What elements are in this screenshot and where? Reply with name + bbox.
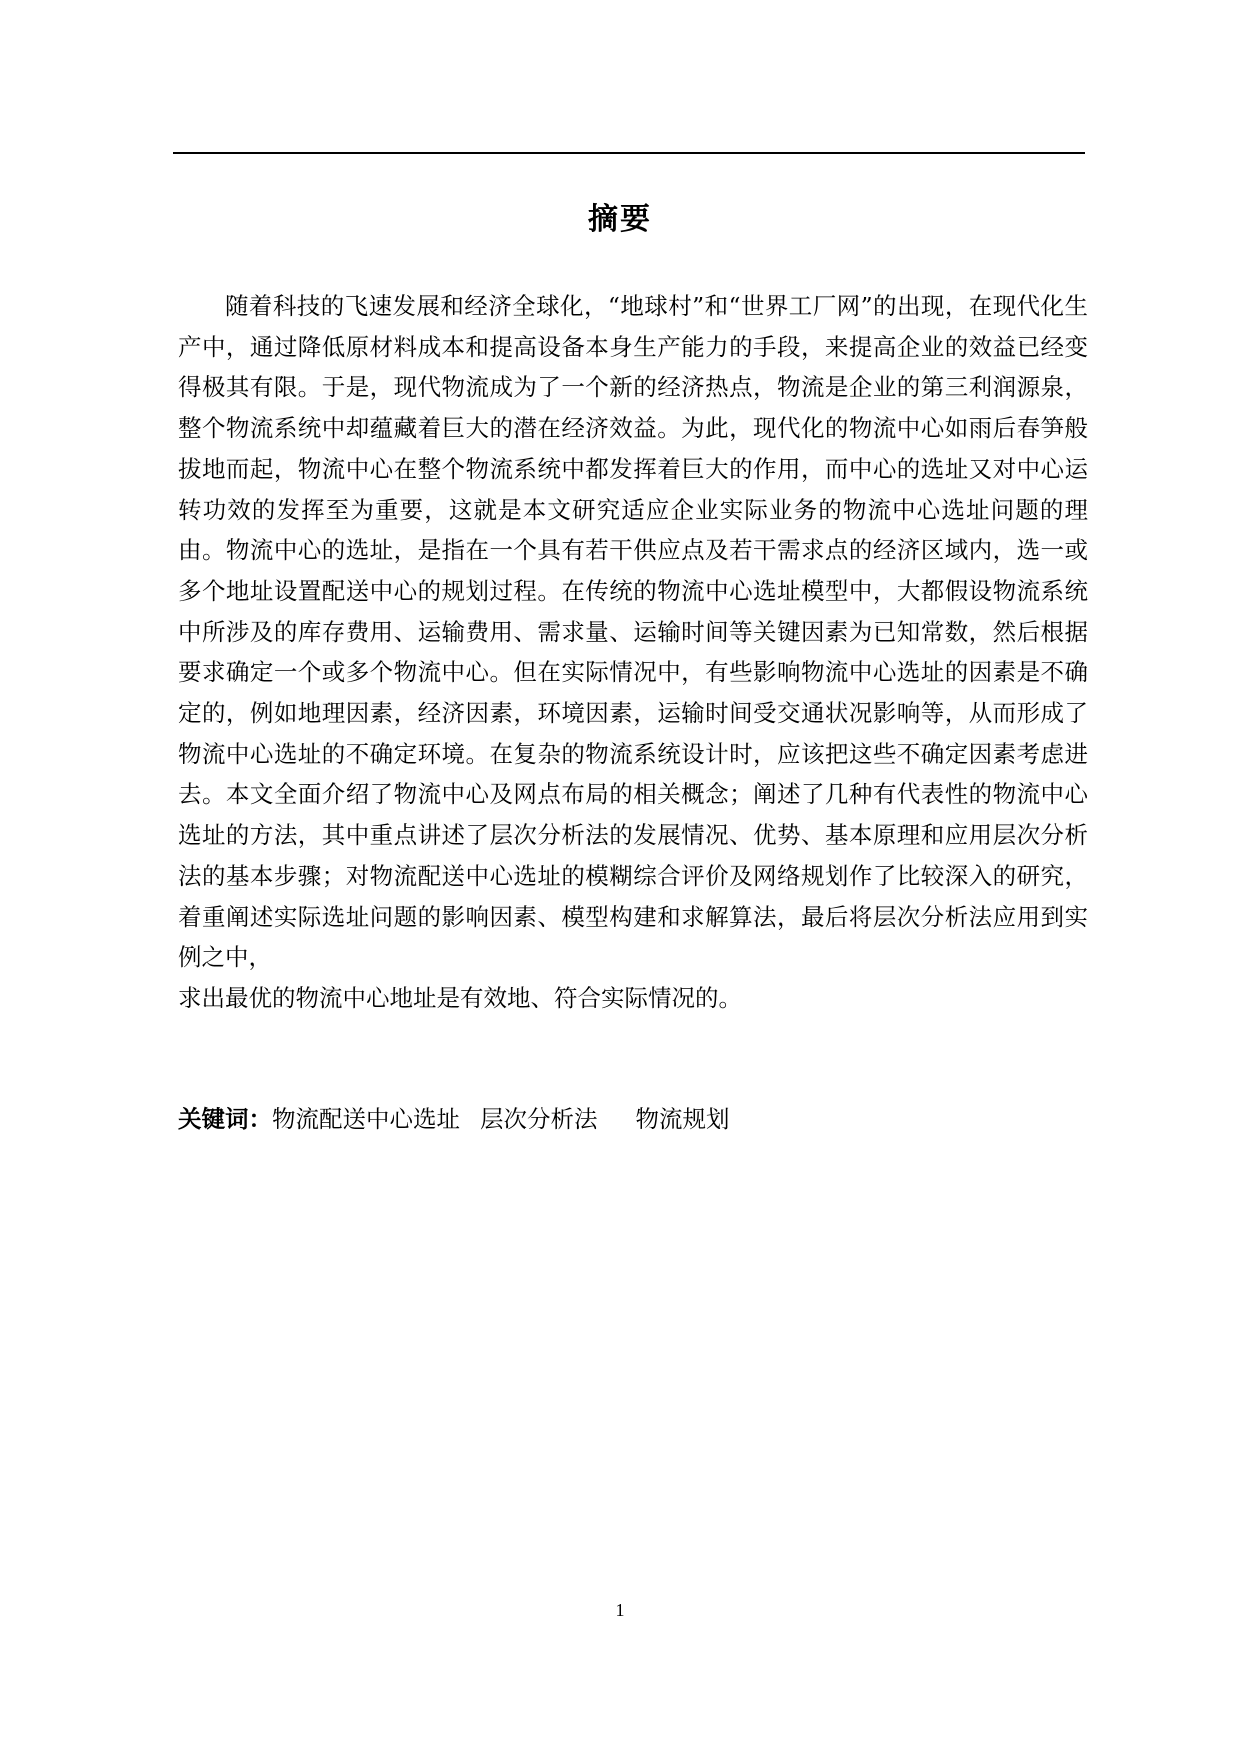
header-rule	[173, 152, 1085, 154]
page-number: 1	[615, 1600, 625, 1620]
keyword-item: 物流配送中心选址	[272, 1105, 460, 1133]
abstract-closing-line: 求出最优的物流中心地址是有效地、符合实际情况的。	[178, 983, 742, 1012]
abstract-body	[178, 286, 1088, 1019]
keywords-label: 关键词：	[178, 1105, 272, 1133]
keywords-line	[178, 1099, 1078, 1139]
abstract-paragraph: 随着科技的飞速发展和经济全球化，“地球村”和“世界工厂网”的出现，在现代化生产中，通过降低原材料成本和提高设备本身生产能力的手段，来提高企业的效益已经变得极其有限。于是，现代物流成为了一个新的经济热点，物流是企业的第三利润源泉，整个物流系统中却蕴藏着巨大的潜在经济效益。为此，现代化的物流中心如雨后春笋般拔地而起，物流中心在整个物流系统中都发挥着巨大的作用，而中心的选址又对中心运转功效的发挥至为重要，这就是本文研究适应企业实际业务的物流中心选址问题的理由。物流中心的选址，是指在一个具有若干供应点及若干需求点的经济区域内，选一或多个地址设置配送中心的规划过程。在传统的物流中心选址模型中，大都假设物流系统中所涉及的库存费用、运输费用、需求量、运输时间等关键因素为已知常数，然后根据要求确定一个或多个物流中心。但在实际情况中，有些影响物流中心选址的因素是不确定的，例如地理因素，经济因素，环境因素，运输时间受交通状况影响等，从而形成了物流中心选址的不确定环境。在复杂的物流系统设计时，应该把这些不确定因素考虑进去。本文全面介绍了物流中心及网点布局的相关概念；阐述了几种有代表性的物流中心选址的方法，其中重点讲述了层次分析法的发展情况、优势、基本原理和应用层次分析法的基本步骤；对物流配送中心选址的模糊综合评价及网络规划作了比较深入的研究，着重阐述实际选址问题的影响因素、模型构建和求解算法，最后将层次分析法应用到实例之中，	[178, 292, 1088, 972]
page-title: 摘要	[588, 202, 652, 237]
keyword-item: 层次分析法	[480, 1105, 598, 1133]
keyword-item: 物流规划	[635, 1105, 730, 1133]
